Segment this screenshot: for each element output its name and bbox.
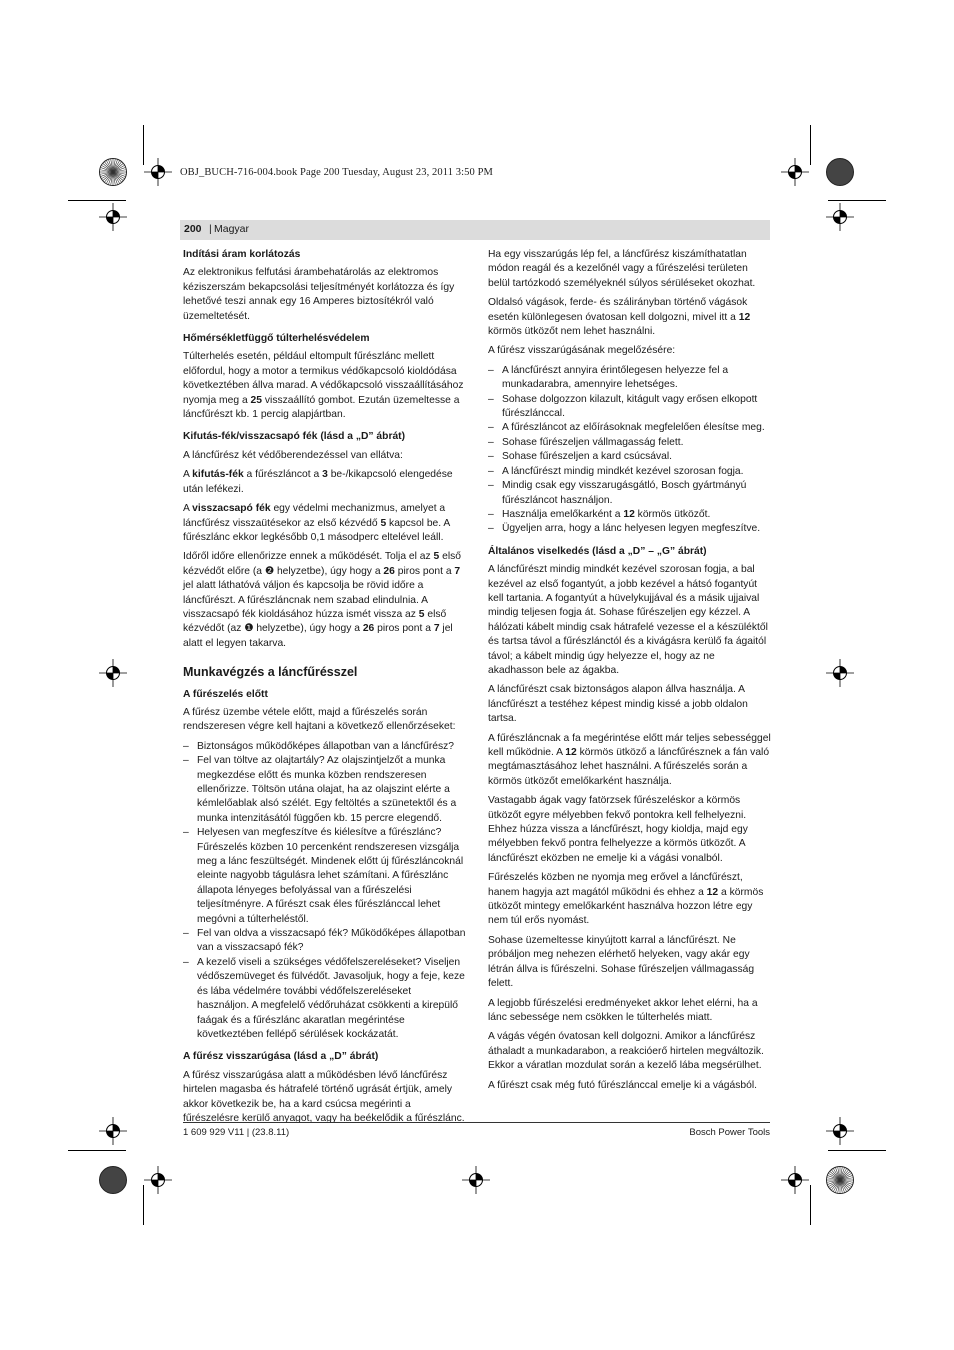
list-item: – Mindig csak egy visszarugásgátló, Bosch gyártmányú fűrészláncot használjon.	[488, 479, 771, 508]
section-heading: A fűrész visszarúgása (lásd a „D” ábrát)	[183, 1051, 379, 1063]
paragraph: Ha egy visszarúgás lép fel, a láncfűrész kiszámíthatatlan módon reagál és a kezelőnél vagy a fűrészelési területen belül tartózkodó személyeknél súlyos sérüléseket okozhat.	[488, 249, 756, 289]
registration-mark-icon	[97, 1115, 129, 1147]
list-item: – Helyesen van megfeszítve és kiélesítve a fűrészlánc? Fűrészelés közben 10 percenként rendszeresen vizsgálja meg a lánc feszültségét. Mindenek előtt új fűrészláncoknál eleinte nagyobb tágulásra lehet számítani. A fűrészlánc állapota lényeges befolyással van a fűrészelési teljesítményre. A fűrészt csak éles fűrészlánccal lehet megóvni a túlterheléstől.	[183, 826, 466, 927]
color-target-icon	[98, 157, 128, 187]
list-item: – A fűrészláncot az előírásoknak megfelelően élesítse meg.	[488, 421, 771, 435]
section-heading: Általános viselkedés (lásd a „D” – „G” ábrát)	[488, 545, 707, 557]
list-item: – Sohase fűrészeljen vállmagasság felett.	[488, 436, 771, 450]
registration-mark-icon	[779, 1164, 811, 1196]
paragraph: A kifutás-fék a fűrészláncot a 3 be-/kikapcsoló elengedése után lefékezi.	[183, 469, 453, 495]
paragraph: Vastagabb ágak vagy fatörzsek fűrészeléskor a körmös ütközőt egyre mélyebben fekvő pontokra kell felhelyezni. Ehhez húzza vissza a láncfűrészt, hogy kioldja, majd egy mélyebben fekvő pontra felhelyezze a körmös ütközőt. A láncfűrészt eközben ne emelje ki a vágási vonalból.	[488, 795, 748, 864]
list-item: – Sohase dolgozzon kilazult, kitágult vagy erősen elkopott fűrészlánccal.	[488, 393, 771, 422]
registration-mark-icon	[824, 657, 856, 689]
registration-mark-icon	[142, 156, 174, 188]
paragraph: Fűrészelés közben ne nyomja meg erővel a láncfűrészt, hanem hagyja azt magától működni és ehhez a 12 a körmös ütközőt mintegy emelőkarként használva hozzon létre egy nem túl erős nyomást.	[488, 872, 764, 927]
paragraph: A fűrész üzembe vétele előtt, majd a fűrészelés során rendszeresen végre kell hajtani a következő ellenőrzéseket:	[183, 706, 456, 733]
list-item: – A kezelő viseli a szükséges védőfelszereléseket? Viseljen védőszemüveget és fülvédőt. Javasoljuk, hogy a feje, keze és lába védelmére további védőfelszereléseket használjon. A megfelelő védőruházat csökkenti a kirepülő faágak és a fűrészlánc akaratlan megérintése következtében fellépő sérülések kockázatát.	[183, 956, 466, 1042]
list-item: – A láncfűrészt annyira érintőlegesen helyezze fel a munkadarabra, amennyire lehetséges.	[488, 364, 771, 393]
paragraph: Időről időre ellenőrizze ennek a működését. Tolja el az 5 első kézvédőt előre (a ❷ helyzetbe), úgy hogy a 26 piros pont a 7 jel alatt láthatóvá váljon és kapcsolja be rövid időre a láncfűrészt. A fűrészláncnak nem szabad elindulnia. A visszacsapó fék kioldásához húzza ismét vissza az 5 első kézvédőt (az ❶ helyzetbe), úgy hogy a 26 piros pont a 7 jel alatt el legyen takarva.	[183, 551, 462, 649]
bullet-list	[488, 364, 771, 537]
header-separator: |	[209, 223, 212, 235]
registration-mark-icon	[97, 657, 129, 689]
paragraph: A fűrész visszarúgásának megelőzésére:	[488, 345, 676, 357]
list-item: – A láncfűrészt mindig mindkét kezével szorosan fogja.	[488, 465, 771, 479]
trim-line	[828, 1150, 886, 1151]
list-item: – Használja emelőkarként a 12 körmös ütközőt.	[488, 508, 771, 522]
registration-mark-icon	[142, 1164, 174, 1196]
paragraph: Túlterhelés esetén, például eltompult fűrészlánc mellett előfordul, hogy a motor a termikus védőkapcsoló kioldódása következtében állva marad. A védőkapcsoló visszaállításához nyomja meg a 25 visszaállító gombot. Ezután üzemeltesse a láncfűrészt kb. 1 percig alapjártban.	[183, 351, 464, 421]
list-item: – Fel van oldva a visszacsapó fék? Működőképes állapotban van a visszacsapó fék?	[183, 927, 466, 956]
page-number: 200	[184, 223, 202, 235]
section-heading: A fűrészelés előtt	[183, 688, 268, 700]
footer-brand: Bosch Power Tools	[689, 1127, 770, 1138]
registration-mark-icon	[460, 1164, 492, 1196]
footer-doc-number: 1 609 929 V11 | (23.8.11)	[183, 1127, 290, 1138]
section-heading: Indítási áram korlátozás	[183, 249, 301, 260]
registration-mark-icon	[824, 201, 856, 233]
section-heading: Kifutás-fék/visszacsapó fék (lásd a „D” ábrát)	[183, 431, 406, 443]
section-heading: Hőmérsékletfüggő túlterhelésvédelem	[183, 333, 370, 345]
color-target-icon	[825, 157, 855, 187]
paragraph: A láncfűrészt mindig mindkét kezével szorosan fogja, a bal kezével az első fogantyút, a jobb kezével a hátsó fogantyút kell tartania. A fogantyút a hüvelykujjával és a másik ujjaival mindig teljesen fogja át. Sohase fűrészeljen egy kézzel. A hálózati kábelt mindig csak hátrafelé vezesse el a készüléktől és tartsa távol a fűrészlánctól és a kivágásra kerülő fa ágaitól távol; a kábelt mindig úgy helyezze el, hogy az ne akadhasson bele az ágakba.	[488, 564, 768, 676]
paragraph: A láncfűrész két védőberendezéssel van ellátva:	[183, 449, 403, 461]
section-heading: Munkavégzés a láncfűrésszel	[183, 665, 358, 680]
paragraph: Az elektronikus felfutási árambehatárolás az elektromos kéziszerszám bekapcsolási teljesítményét korlátozza és így lehetővé teszi annak egy 16 Amperes biztosítékról való üzemeltetését.	[183, 267, 455, 322]
bullet-list	[183, 740, 466, 1043]
paragraph: A fűrészt csak még futó fűrészlánccal emelje ki a vágásból.	[488, 1079, 757, 1091]
running-header	[180, 220, 770, 240]
paragraph: A visszacsapó fék egy védelmi mechanizmus, amelyet a láncfűrész visszaütésekor az első kézvédő 5 kapcsol be. A fűrészlánc ekkor legkésőbb 0,1 másodperc eltelével leáll.	[183, 503, 450, 543]
paragraph: A fűrészláncnak a fa megérintése előtt már teljes sebességgel kell működnie. A 12 körmös ütköző a láncfűrésznek a fán való megtámasztásához lehet használni. A fűrészelés során a körmös ütközőt emelőkarként használja.	[488, 732, 771, 787]
header-language: Magyar	[214, 223, 250, 235]
registration-mark-icon	[779, 156, 811, 188]
footer-rule	[183, 1122, 770, 1123]
right-column	[488, 248, 771, 1098]
left-column	[183, 248, 466, 1131]
paragraph: A fűrész visszarúgása alatt a működésben lévő láncfűrész hirtelen magasba és hátrafelé történő ugrását értjük, amely akkor következik be, ha a kard csúcsa megérinti a fűrészelésre kerülő anyagot, vagy ha beékelődik a fűrészlánc.	[183, 1069, 465, 1124]
list-item: – Fel van töltve az olajtartály? Az olajszintjelzőt a munka megkezdése előtt és munka közben rendszeresen ellenőrizze. Töltsön utána olajat, ha az olajszint elérte a kémlelőablak alsó szélét. Egy feltöltés a szünetektől és a munka intenzitásától függően kb. 15 percre elegendő.	[183, 754, 466, 826]
paragraph: A vágás végén óvatosan kell dolgozni. Amikor a láncfűrész áthaladt a munkadarabon, a reakcióerő hirtelen megváltozik. Ekkor a váratlan mozdulat során a kezelő lába megsérülhet.	[488, 1031, 764, 1072]
list-item: – Ügyeljen arra, hogy a lánc helyesen legyen megfeszítve.	[488, 522, 771, 536]
color-target-icon	[825, 1165, 855, 1195]
paragraph: Sohase üzemeltesse kinyújtott karral a láncfűrészt. Ne próbáljon meg nehezen elérhető helyeken, vagy akár egy létrán állva is fűrészelni. Sohase fűrészeljen vállmagasság felett.	[488, 934, 755, 990]
trim-line	[68, 1150, 126, 1151]
color-target-icon	[98, 1165, 128, 1195]
paragraph: Oldalsó vágások, ferde- és szálirányban történő vágások esetén különlegesen óvatosan kell dolgozni, mivel itt a 12 körmös ütközőt nem lehet használni.	[488, 297, 751, 338]
registration-mark-icon	[97, 201, 129, 233]
list-item: – Sohase fűrészeljen a kard csúcsával.	[488, 450, 771, 464]
print-header: OBJ_BUCH-716-004.book Page 200 Tuesday, August 23, 2011 3:50 PM	[180, 167, 493, 178]
paragraph: A legjobb fűrészelési eredményeket akkor lehet elérni, ha a lánc sebessége nem csökken le túlterhelés miatt.	[488, 997, 758, 1023]
list-item: – Biztonságos működőképes állapotban van a láncfűrész?	[183, 740, 466, 754]
registration-mark-icon	[824, 1115, 856, 1147]
paragraph: A láncfűrészt csak biztonságos alapon állva használja. A láncfűrészt a testéhez képest mindig kissé a jobb oldalon tartsa.	[488, 684, 748, 725]
